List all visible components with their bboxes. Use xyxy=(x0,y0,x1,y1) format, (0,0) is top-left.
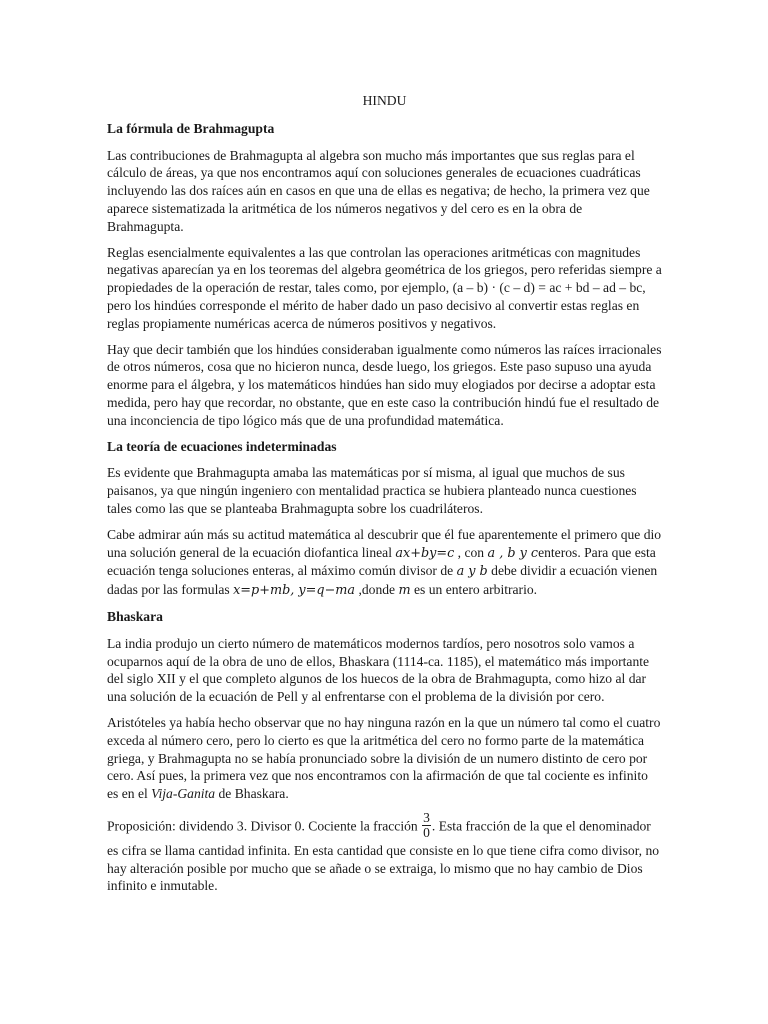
document-title: HINDU xyxy=(362,93,407,108)
section-heading-bhaskara: Bhaskara xyxy=(107,608,163,624)
diophantine-equation: ax+by=c xyxy=(395,545,455,561)
section-heading-brahmagupta-formula: La fórmula de Brahmagupta xyxy=(107,120,275,136)
text-run: es un entero arbitrario. xyxy=(410,582,538,598)
text-run: de Bhaskara. xyxy=(215,786,289,802)
text-run: Cabe admirar aún más su actitud matemática al descubrir que él fue aparentemente el primero que dio una solución general de la ecuación diofantica lineal xyxy=(107,526,662,560)
paragraph: Es evidente que Brahmagupta amaba las matemáticas por sí misma, al igual que muchos de sus paisanos, ya que ningún ingeniero con mentalidad practica se hubiera planteado nunca cuestiones tales como las que se planteaba Brahmagupta sobre los cuadriláteros. xyxy=(107,465,637,516)
fraction-numerator: 3 xyxy=(423,809,430,825)
text-run: ,donde xyxy=(355,582,399,598)
text-run: Proposición: dividendo 3. Divisor 0. Cociente la fracción xyxy=(107,818,422,834)
paragraph: Hay que decir también que los hindúes consideraban igualmente como números las raíces irracionales de otros números, cosa que no hicieron nunca, desde luego, los griegos. Este paso supuso una ayuda enorme para el álgebra, y los matemáticos hindúes han sido muy elogiados por decirse a adoptar esta medida, pero hay que recordar, no obstante, que en este caso la contribución hindú fue el resultado de una inconciencia de tipo lógico más que de una profundidad matemática. xyxy=(107,341,662,428)
equation-variables: a , b y c xyxy=(487,545,539,561)
paragraph-aristotle xyxy=(107,714,662,803)
paragraph: La india produjo un cierto número de matemáticos modernos tardíos, pero nosotros solo vamos a ocuparnos aquí de la obra de uno de ellos, Bhaskara (1114-ca. 1185), el matemático más importante del siglo XII y el que completo algunos de los huecos de la obra de Brahmagupta, como hizo al dar una solución de la ecuación de Pell y al enfrentarse con el problema de la división por cero. xyxy=(107,635,650,705)
fraction xyxy=(422,811,431,840)
text-run: debe dividir a ecuación vienen dadas por las formulas xyxy=(107,563,658,598)
paragraph-proposition xyxy=(107,809,662,895)
equation-variables: a y b xyxy=(456,564,488,580)
paragraph-diophantine xyxy=(107,526,662,600)
solution-formulas: x=p+mb, y=q−ma xyxy=(233,583,356,599)
work-title: Vija-Ganita xyxy=(151,786,216,802)
paragraph: Las contribuciones de Brahmagupta al algebra son mucho más importantes que sus reglas para el cálculo de áreas, ya que nos encontramos aquí con soluciones generales de ecuaciones cuadráticas incluyendo las dos raíces aún en casos en que una de ellas es negativa; de hecho, la primera vez que aparece sistematizada la aritmética de los números negativos y del cero es en la obra de Brahmagupta. xyxy=(107,147,650,234)
text-run: , con xyxy=(454,544,488,560)
variable-m: m xyxy=(398,583,411,599)
paragraph: Reglas esencialmente equivalentes a las que controlan las operaciones aritméticas con magnitudes negativas aparecían ya en los teoremas del algebra geométrica de los griegos, pero referidas siempre a propiedades de la operación de restar, tales como, por ejemplo, (a – b) · (c – d) = ac + bd – ad – bc, pero los hindúes corresponde el mérito de haber dado un paso decisivo al convertir estas reglas en reglas propiamente numéricas acerca de números positivos y negativos. xyxy=(107,244,662,331)
text-run: enteros. Para que esta ecuación tenga soluciones enteras, al máximo común divisor de xyxy=(107,544,656,579)
fraction-denominator: 0 xyxy=(423,824,430,840)
section-heading-indeterminate-equations: La teoría de ecuaciones indeterminadas xyxy=(107,438,337,454)
text-run: . Esta fracción de la que el denominador es cifra se llama cantidad infinita. En esta cantidad que consiste en lo que tiene cifra como divisor, no hay alteración posible por mucho que se añade o se extraiga, lo mismo que no hay cambio de Dios infinito e inmutable. xyxy=(107,818,660,894)
document-page xyxy=(107,92,662,903)
text-run: Aristóteles ya había hecho observar que no hay ninguna razón en la que un número tal como el cuatro exceda al número cero, pero lo cierto es que la aritmética del cero no formo parte de la matemática griega, y Brahmagupta no se había pronunciado sobre la división de un numero distinto de cero por cero. Así pues, la primera vez que nos encontramos con la afirmación de que tal cociente es infinito es en el xyxy=(107,714,661,802)
